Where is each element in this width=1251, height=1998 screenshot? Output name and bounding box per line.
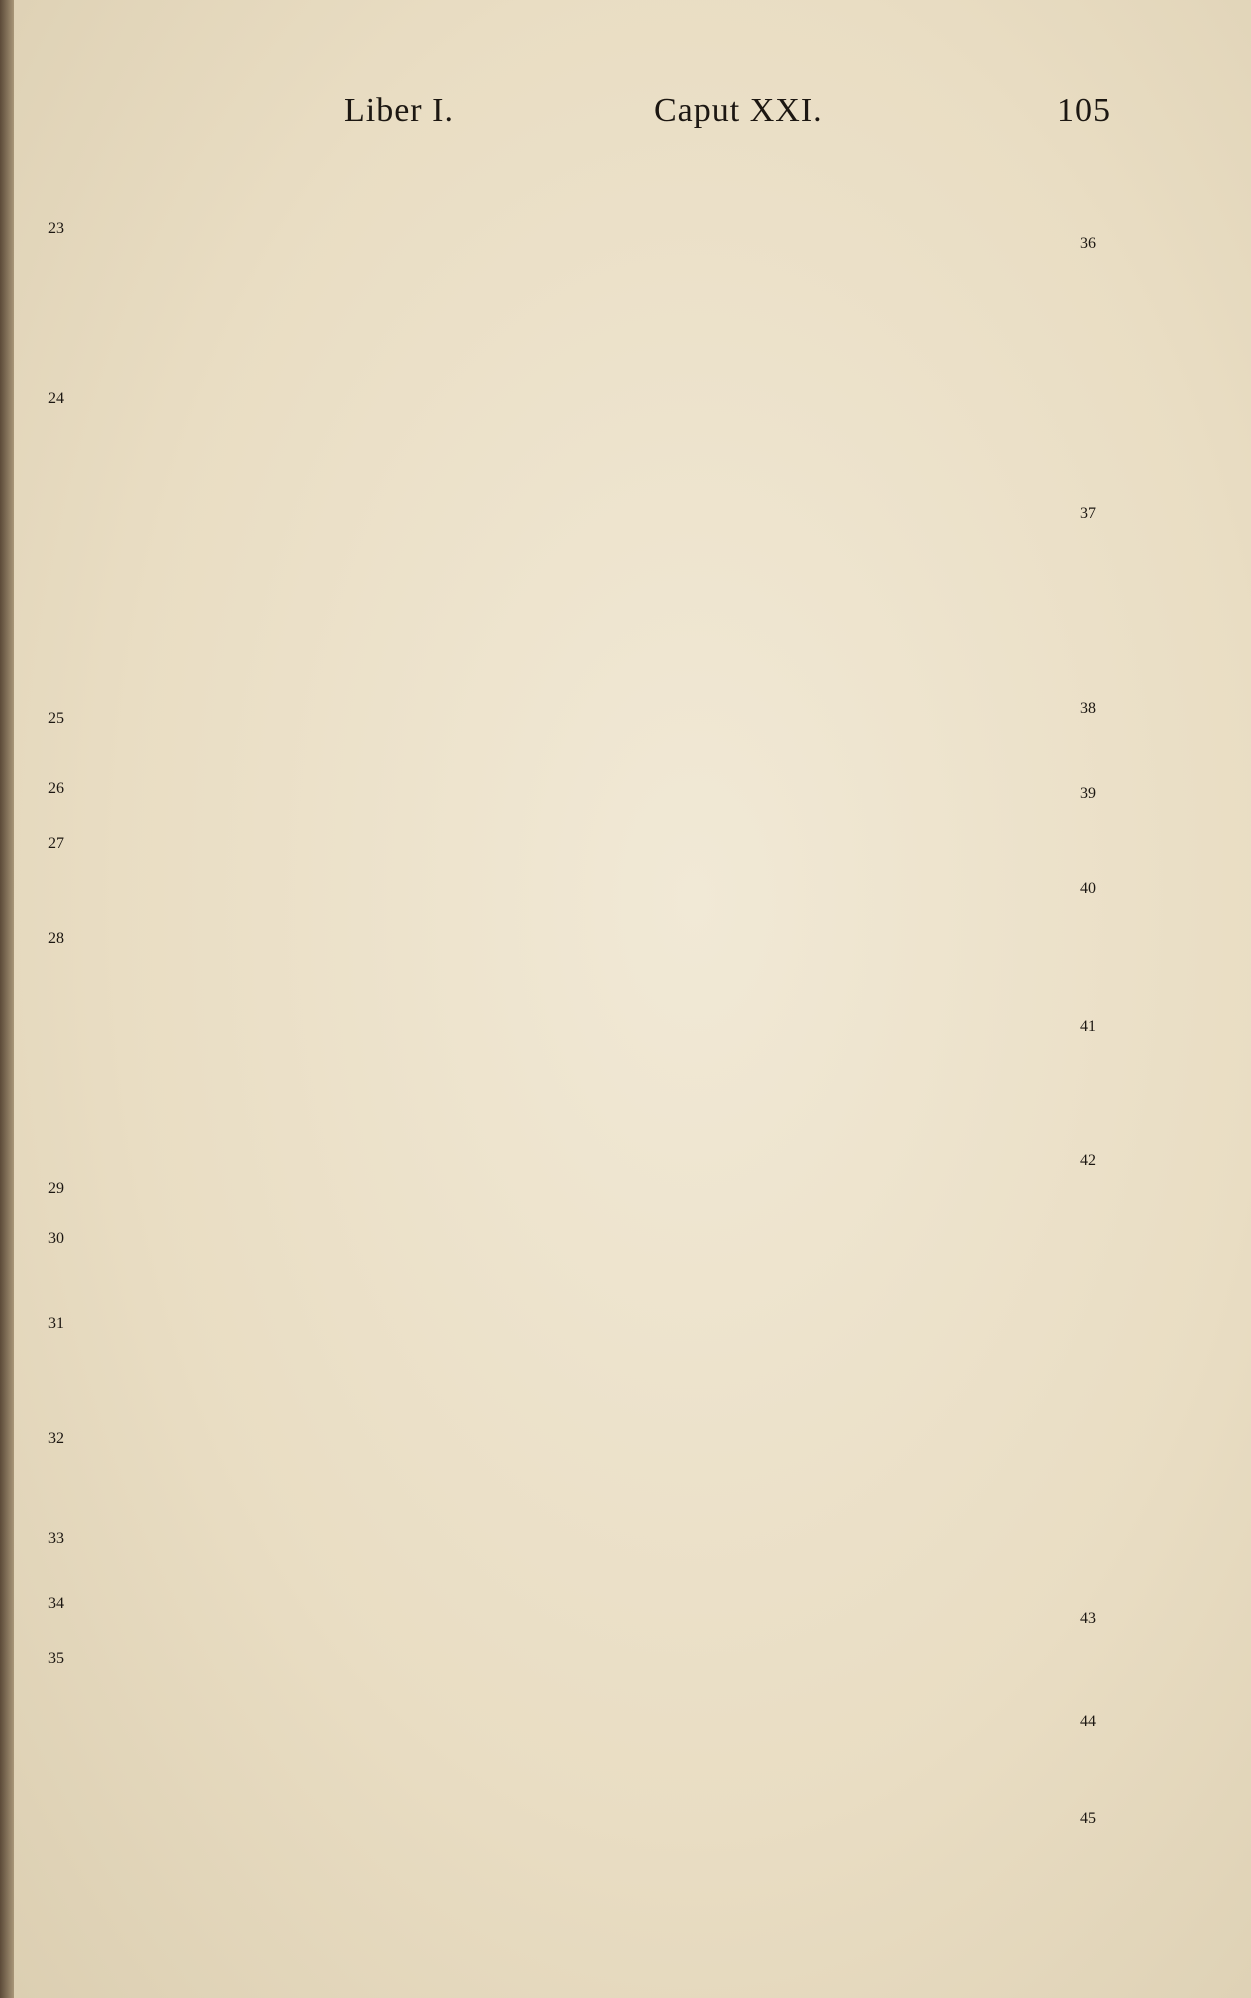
margin-number: 44	[1080, 1713, 1096, 1730]
margin-number: 43	[1080, 1610, 1096, 1627]
margin-number: 29	[48, 1180, 64, 1197]
margin-number: 42	[1080, 1152, 1096, 1169]
margin-number: 25	[48, 710, 64, 727]
margin-number: 40	[1080, 880, 1096, 897]
margin-number: 36	[1080, 235, 1096, 252]
margin-number: 41	[1080, 1018, 1096, 1035]
margin-number: 31	[48, 1315, 64, 1332]
margin-number: 26	[48, 780, 64, 797]
caput-heading: Caput XXI.	[654, 92, 823, 129]
binding-edge	[0, 0, 14, 1998]
margin-number: 28	[48, 930, 64, 947]
book-page	[14, 0, 1251, 1998]
right-margin-numbers	[1080, 0, 1110, 1998]
margin-number: 38	[1080, 700, 1096, 717]
right-text-column	[596, 140, 1051, 1840]
margin-number: 33	[48, 1530, 64, 1547]
margin-number: 32	[48, 1430, 64, 1447]
margin-number: 24	[48, 390, 64, 407]
margin-number: 23	[48, 220, 64, 237]
margin-number: 37	[1080, 505, 1096, 522]
margin-number: 34	[48, 1595, 64, 1612]
liber-heading: Liber I.	[344, 92, 454, 129]
running-header	[254, 92, 1141, 132]
margin-number: 27	[48, 835, 64, 852]
margin-number: 30	[48, 1230, 64, 1247]
left-margin-numbers	[48, 0, 78, 1998]
margin-number: 39	[1080, 785, 1096, 802]
folio-number: 105	[1057, 92, 1111, 129]
margin-number: 35	[48, 1650, 64, 1667]
left-text-column	[114, 140, 569, 1840]
margin-number: 45	[1080, 1810, 1096, 1827]
